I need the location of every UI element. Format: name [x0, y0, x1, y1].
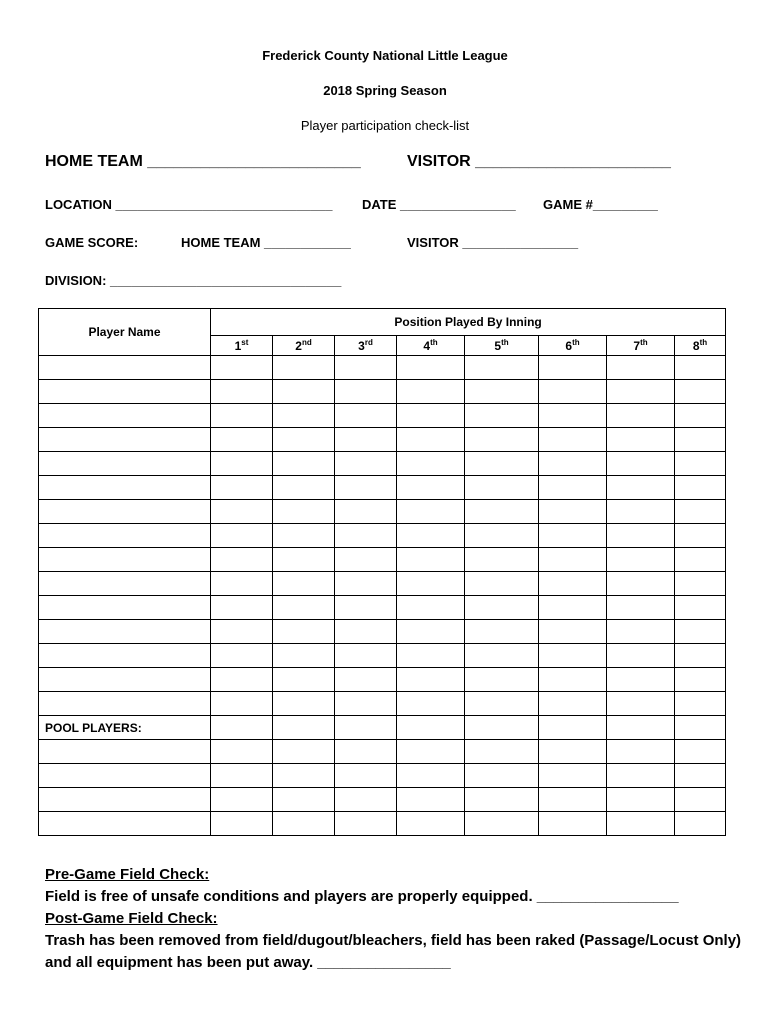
inning-number: 2: [295, 339, 302, 353]
inning-position-cell[interactable]: [607, 692, 675, 716]
inning-position-cell[interactable]: [607, 668, 675, 692]
inning-position-cell[interactable]: [273, 452, 335, 476]
inning-position-cell[interactable]: [397, 572, 465, 596]
inning-position-cell[interactable]: [335, 548, 397, 572]
pregame-title: Pre-Game Field Check:: [45, 866, 210, 883]
inning-position-cell[interactable]: [273, 380, 335, 404]
table-row: [39, 716, 726, 740]
inning-position-cell[interactable]: [273, 812, 335, 836]
inning-position-cell[interactable]: [397, 428, 465, 452]
inning-position-cell[interactable]: [397, 668, 465, 692]
inning-position-cell[interactable]: [465, 356, 539, 380]
inning-position-cell[interactable]: [607, 452, 675, 476]
player-name-cell[interactable]: [39, 500, 211, 524]
inning-position-cell[interactable]: [539, 788, 607, 812]
inning-position-cell[interactable]: [273, 572, 335, 596]
inning-header-2: [273, 336, 335, 356]
inning-position-cell[interactable]: [675, 548, 726, 572]
table-row: [39, 740, 726, 764]
inning-suffix: th: [699, 338, 708, 347]
inning-position-cell[interactable]: [211, 524, 273, 548]
inning-header-1: [211, 336, 273, 356]
table-row: [39, 596, 726, 620]
inning-position-cell[interactable]: [675, 692, 726, 716]
inning-position-cell[interactable]: [607, 812, 675, 836]
inning-position-cell[interactable]: [607, 572, 675, 596]
game-number-field[interactable]: GAME #_________: [543, 197, 658, 212]
inning-position-cell[interactable]: [273, 548, 335, 572]
inning-position-cell[interactable]: [335, 452, 397, 476]
player-name-cell[interactable]: [39, 548, 211, 572]
inning-position-cell[interactable]: [539, 620, 607, 644]
inning-position-cell[interactable]: [465, 596, 539, 620]
player-name-cell[interactable]: [39, 740, 211, 764]
player-name-cell[interactable]: [39, 524, 211, 548]
inning-position-cell[interactable]: [335, 812, 397, 836]
inning-position-cell[interactable]: [539, 668, 607, 692]
inning-position-cell[interactable]: [675, 740, 726, 764]
inning-position-cell[interactable]: [273, 716, 335, 740]
table-row: [39, 572, 726, 596]
player-name-cell[interactable]: [39, 356, 211, 380]
inning-position-cell[interactable]: [675, 812, 726, 836]
inning-position-cell[interactable]: [211, 356, 273, 380]
inning-position-cell[interactable]: [675, 596, 726, 620]
inning-position-cell[interactable]: [335, 524, 397, 548]
inning-position-cell[interactable]: [465, 524, 539, 548]
inning-position-cell[interactable]: [211, 500, 273, 524]
pool-players-label: POOL PLAYERS:: [39, 716, 211, 740]
inning-position-cell[interactable]: [539, 428, 607, 452]
inning-header-5: [465, 336, 539, 356]
inning-position-cell[interactable]: [397, 356, 465, 380]
league-title: Frederick County National Little League: [262, 48, 508, 63]
inning-position-cell[interactable]: [335, 428, 397, 452]
inning-position-cell[interactable]: [607, 764, 675, 788]
inning-position-cell[interactable]: [465, 548, 539, 572]
date-field[interactable]: DATE ________________: [362, 197, 516, 212]
inning-position-cell[interactable]: [539, 404, 607, 428]
inning-header-8: [675, 336, 726, 356]
inning-number: 6: [565, 339, 573, 353]
field-check-section: [45, 864, 745, 974]
inning-position-cell[interactable]: [335, 380, 397, 404]
player-name-cell[interactable]: [39, 572, 211, 596]
player-name-cell[interactable]: [39, 812, 211, 836]
location-field[interactable]: LOCATION ______________________________: [45, 197, 333, 212]
inning-position-cell[interactable]: [397, 452, 465, 476]
inning-suffix: rd: [364, 338, 373, 347]
inning-position-cell[interactable]: [273, 356, 335, 380]
inning-position-cell[interactable]: [273, 788, 335, 812]
player-name-cell[interactable]: [39, 380, 211, 404]
inning-position-cell[interactable]: [273, 692, 335, 716]
inning-position-cell[interactable]: [273, 404, 335, 428]
postgame-text: Trash has been removed from field/dugout/bleachers, field has been raked (Passage/Locust Only) and all equipment has been put away. ________________: [45, 932, 742, 971]
inning-number: 7: [633, 339, 641, 353]
inning-position-cell[interactable]: [335, 404, 397, 428]
inning-position-cell[interactable]: [397, 788, 465, 812]
inning-position-cell[interactable]: [335, 692, 397, 716]
inning-position-cell[interactable]: [397, 644, 465, 668]
inning-suffix: nd: [301, 338, 312, 347]
inning-position-cell[interactable]: [465, 812, 539, 836]
inning-position-cell[interactable]: [539, 692, 607, 716]
inning-position-cell[interactable]: [539, 452, 607, 476]
table-row: [39, 380, 726, 404]
player-name-cell[interactable]: [39, 788, 211, 812]
inning-position-cell[interactable]: [397, 764, 465, 788]
player-name-cell[interactable]: [39, 764, 211, 788]
table-row: [39, 428, 726, 452]
inning-position-cell[interactable]: [465, 428, 539, 452]
inning-position-cell[interactable]: [675, 500, 726, 524]
table-row: [39, 644, 726, 668]
inning-position-cell[interactable]: [539, 548, 607, 572]
inning-position-cell[interactable]: [465, 740, 539, 764]
inning-position-cell[interactable]: [539, 644, 607, 668]
inning-position-cell[interactable]: [675, 788, 726, 812]
inning-position-cell[interactable]: [397, 620, 465, 644]
form-subtitle: Player participation check-list: [300, 118, 470, 133]
inning-position-cell[interactable]: [211, 692, 273, 716]
inning-position-cell[interactable]: [675, 452, 726, 476]
inning-position-cell[interactable]: [607, 548, 675, 572]
score-home-field[interactable]: HOME TEAM ____________: [181, 235, 351, 250]
inning-position-cell[interactable]: [607, 380, 675, 404]
table-row: [39, 764, 726, 788]
inning-position-cell[interactable]: [211, 380, 273, 404]
table-row: [39, 692, 726, 716]
inning-position-cell[interactable]: [675, 404, 726, 428]
inning-position-cell[interactable]: [211, 812, 273, 836]
inning-position-cell[interactable]: [539, 812, 607, 836]
inning-position-cell[interactable]: [273, 596, 335, 620]
inning-position-cell[interactable]: [211, 596, 273, 620]
player-name-cell[interactable]: [39, 644, 211, 668]
inning-header-7: [607, 336, 675, 356]
inning-position-cell[interactable]: [465, 572, 539, 596]
inning-suffix: th: [430, 338, 438, 347]
inning-position-cell[interactable]: [211, 644, 273, 668]
inning-position-cell[interactable]: [675, 620, 726, 644]
inning-position-cell[interactable]: [675, 764, 726, 788]
inning-number: 1: [234, 339, 242, 353]
inning-position-cell[interactable]: [675, 524, 726, 548]
table-row: [39, 404, 726, 428]
inning-position-cell[interactable]: [211, 476, 273, 500]
inning-position-cell[interactable]: [607, 356, 675, 380]
player-name-cell[interactable]: [39, 452, 211, 476]
inning-position-cell[interactable]: [465, 692, 539, 716]
inning-position-cell[interactable]: [397, 404, 465, 428]
table-row: [39, 812, 726, 836]
inning-suffix: th: [501, 338, 509, 347]
inning-position-cell[interactable]: [273, 524, 335, 548]
inning-position-cell[interactable]: [607, 500, 675, 524]
player-name-cell[interactable]: [39, 692, 211, 716]
pregame-text: Field is free of unsafe conditions and players are properly equipped. _________________: [45, 888, 679, 905]
inning-position-cell[interactable]: [607, 428, 675, 452]
inning-position-cell[interactable]: [607, 620, 675, 644]
inning-suffix: th: [640, 338, 648, 347]
inning-position-cell[interactable]: [607, 788, 675, 812]
inning-position-cell[interactable]: [211, 548, 273, 572]
inning-position-cell[interactable]: [607, 740, 675, 764]
inning-header-6: [539, 336, 607, 356]
table-row: [39, 668, 726, 692]
inning-number: 3: [358, 339, 365, 353]
inning-position-cell[interactable]: [607, 596, 675, 620]
player-name-cell[interactable]: [39, 476, 211, 500]
inning-position-cell[interactable]: [273, 500, 335, 524]
inning-position-cell[interactable]: [465, 788, 539, 812]
inning-position-cell[interactable]: [397, 596, 465, 620]
inning-position-cell[interactable]: [397, 524, 465, 548]
player-name-cell[interactable]: [39, 428, 211, 452]
score-visitor-field[interactable]: VISITOR ________________: [407, 235, 579, 250]
inning-position-cell[interactable]: [539, 764, 607, 788]
inning-position-cell[interactable]: [335, 500, 397, 524]
inning-position-cell[interactable]: [607, 716, 675, 740]
inning-position-cell[interactable]: [675, 428, 726, 452]
inning-position-cell[interactable]: [335, 764, 397, 788]
inning-suffix: th: [572, 338, 580, 347]
inning-position-cell[interactable]: [539, 380, 607, 404]
inning-position-cell[interactable]: [211, 572, 273, 596]
inning-position-cell[interactable]: [465, 404, 539, 428]
inning-header-4: [397, 336, 465, 356]
table-row: [39, 500, 726, 524]
position-header: Position Played By Inning: [211, 309, 726, 336]
inning-position-cell[interactable]: [211, 740, 273, 764]
inning-position-cell[interactable]: [465, 620, 539, 644]
inning-position-cell[interactable]: [397, 500, 465, 524]
inning-number: 8: [692, 339, 700, 353]
inning-position-cell[interactable]: [335, 788, 397, 812]
inning-position-cell[interactable]: [211, 668, 273, 692]
postgame-title: Post-Game Field Check:: [45, 910, 218, 927]
inning-position-cell[interactable]: [465, 668, 539, 692]
inning-position-cell[interactable]: [211, 764, 273, 788]
player-name-header: Player Name: [39, 309, 211, 356]
inning-position-cell[interactable]: [335, 668, 397, 692]
inning-position-cell[interactable]: [397, 716, 465, 740]
inning-position-cell[interactable]: [397, 380, 465, 404]
inning-position-cell[interactable]: [539, 572, 607, 596]
inning-position-cell[interactable]: [273, 644, 335, 668]
inning-position-cell[interactable]: [539, 500, 607, 524]
table-row: [39, 548, 726, 572]
inning-position-cell[interactable]: [211, 620, 273, 644]
inning-position-cell[interactable]: [335, 356, 397, 380]
inning-position-cell[interactable]: [539, 716, 607, 740]
visitor-field[interactable]: VISITOR ______________________: [407, 153, 671, 170]
inning-position-cell[interactable]: [273, 620, 335, 644]
inning-position-cell[interactable]: [335, 596, 397, 620]
inning-position-cell[interactable]: [539, 524, 607, 548]
inning-position-cell[interactable]: [607, 644, 675, 668]
inning-position-cell[interactable]: [465, 476, 539, 500]
inning-position-cell[interactable]: [539, 476, 607, 500]
inning-position-cell[interactable]: [465, 500, 539, 524]
inning-suffix: st: [241, 338, 249, 347]
inning-position-cell[interactable]: [397, 812, 465, 836]
inning-position-cell[interactable]: [273, 740, 335, 764]
inning-position-cell[interactable]: [335, 572, 397, 596]
player-name-cell[interactable]: [39, 620, 211, 644]
inning-position-cell[interactable]: [465, 380, 539, 404]
table-row: [39, 476, 726, 500]
player-name-cell[interactable]: [39, 668, 211, 692]
inning-position-cell[interactable]: [211, 788, 273, 812]
table-row: [39, 620, 726, 644]
inning-position-cell[interactable]: [211, 716, 273, 740]
inning-header-3: [335, 336, 397, 356]
player-name-cell[interactable]: [39, 404, 211, 428]
inning-position-cell[interactable]: [273, 764, 335, 788]
season-title: 2018 Spring Season: [323, 83, 447, 98]
inning-position-cell[interactable]: [675, 476, 726, 500]
table-row: [39, 788, 726, 812]
participation-table: [38, 308, 726, 836]
inning-number: 4: [423, 339, 431, 353]
inning-position-cell[interactable]: [211, 404, 273, 428]
inning-position-cell[interactable]: [675, 380, 726, 404]
inning-position-cell[interactable]: [675, 356, 726, 380]
inning-position-cell[interactable]: [539, 356, 607, 380]
inning-position-cell[interactable]: [607, 524, 675, 548]
inning-position-cell[interactable]: [397, 692, 465, 716]
inning-position-cell[interactable]: [397, 740, 465, 764]
division-field[interactable]: DIVISION: ________________________________: [45, 273, 342, 288]
inning-position-cell[interactable]: [607, 404, 675, 428]
inning-position-cell[interactable]: [335, 644, 397, 668]
inning-position-cell[interactable]: [675, 668, 726, 692]
inning-position-cell[interactable]: [335, 620, 397, 644]
inning-position-cell[interactable]: [397, 476, 465, 500]
inning-position-cell[interactable]: [335, 740, 397, 764]
inning-position-cell[interactable]: [539, 740, 607, 764]
inning-position-cell[interactable]: [397, 548, 465, 572]
game-score-label: GAME SCORE:: [45, 235, 139, 250]
inning-position-cell[interactable]: [675, 644, 726, 668]
inning-position-cell[interactable]: [675, 716, 726, 740]
inning-position-cell[interactable]: [607, 476, 675, 500]
inning-position-cell[interactable]: [335, 716, 397, 740]
inning-position-cell[interactable]: [465, 716, 539, 740]
inning-number: 5: [494, 339, 502, 353]
inning-position-cell[interactable]: [465, 644, 539, 668]
table-row: [39, 524, 726, 548]
inning-position-cell[interactable]: [465, 452, 539, 476]
inning-position-cell[interactable]: [211, 428, 273, 452]
player-name-cell[interactable]: [39, 596, 211, 620]
inning-position-cell[interactable]: [273, 476, 335, 500]
inning-position-cell[interactable]: [335, 476, 397, 500]
table-row: [39, 356, 726, 380]
inning-position-cell[interactable]: [539, 596, 607, 620]
inning-position-cell[interactable]: [465, 764, 539, 788]
home-team-field[interactable]: HOME TEAM ________________________: [45, 153, 361, 170]
inning-position-cell[interactable]: [273, 668, 335, 692]
inning-position-cell[interactable]: [675, 572, 726, 596]
table-row: [39, 452, 726, 476]
inning-position-cell[interactable]: [273, 428, 335, 452]
inning-position-cell[interactable]: [211, 452, 273, 476]
